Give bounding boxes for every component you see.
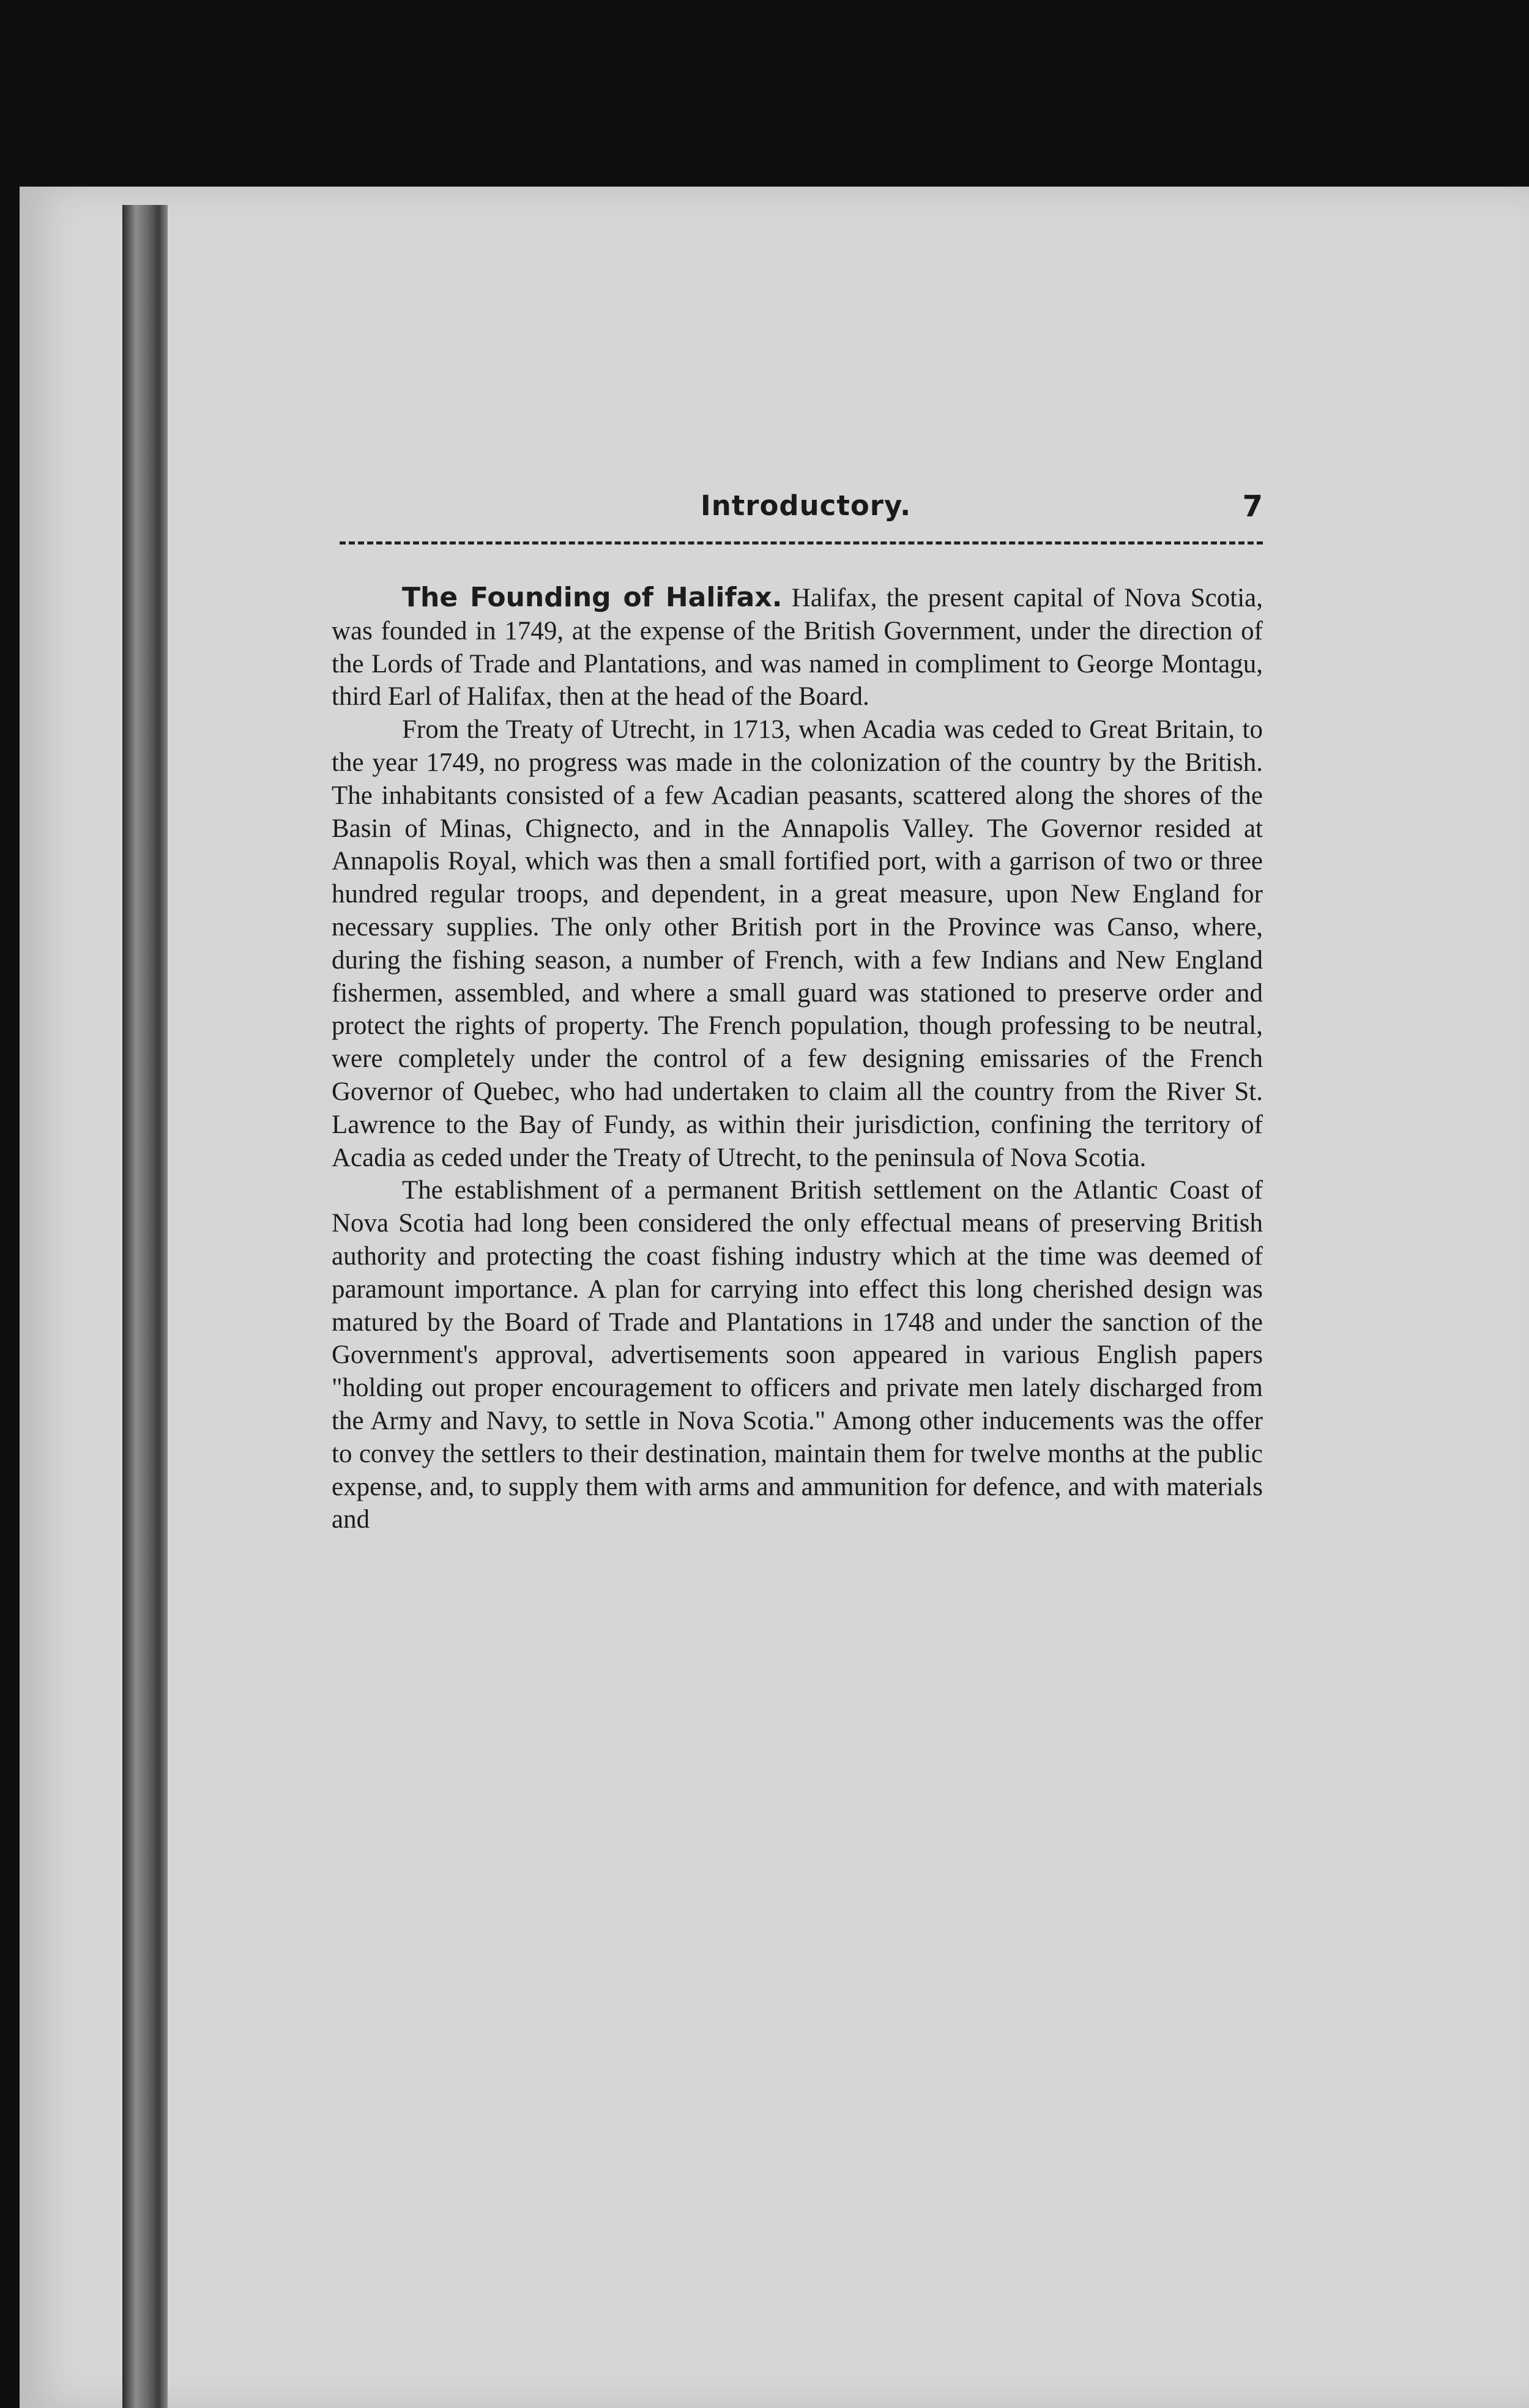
book-spine xyxy=(122,205,168,2408)
page-number: 7 xyxy=(1242,489,1263,524)
body-text xyxy=(332,581,1263,1536)
header-rule xyxy=(340,541,1263,544)
paragraph-1 xyxy=(332,581,1263,713)
paragraph-2: From the Treaty of Utrecht, in 1713, when Acadia was ceded to Great Britain, to the year 1749, no progress was made in the colonization of the country by the British. The inhabitants consisted of a few Acadian peasants, scattered along the shores of the Basin of Minas, Chignecto, and in the Annapolis Valley. The Governor resided at Annapolis Royal, which was then a small fortified port, with a garrison of two or three hundred regular troops, and dependent, in a great measure, upon New England for necessary supplies. The only other British port in the Province was Canso, where, during the fishing season, a number of French, with a few Indians and New England fishermen, assembled, and where a small guard was stationed to preserve order and protect the rights of property. The French population, though professing to be neutral, were completely under the control of a few designing emissaries of the French Governor of Quebec, who had undertaken to claim all the country from the River St. Lawrence to the Bay of Fundy, as within their jurisdiction, confining the territory of Acadia as ceded under the Treaty of Utrecht, to the peninsula of Nova Scotia. xyxy=(332,715,1263,1172)
paragraph-3: The establishment of a permanent British settlement on the Atlantic Coast of Nova Scotia had long been considered the only effectual means of preserving British authority and protecting the coast fishing industry which at the time was deemed of paramount importance. A plan for carrying into effect this long cherished design was matured by the Board of Trade and Plantations in 1748 and under the sanction of the Government's approval, advertisements soon appeared in various English papers "holding out proper encouragement to officers and private men lately discharged from the Army and Navy, to settle in Nova Scotia." Among other inducements was the offer to convey the settlers to their destination, maintain them for twelve months at the public expense, and, to supply them with arms and ammunition for defence, and with materials and xyxy=(332,1176,1263,1534)
section-heading: The Founding of Halifax. xyxy=(402,582,783,613)
running-head xyxy=(337,489,1263,538)
paragraph-1-text: Halifax, the present capital of Nova Scotia, was founded in 1749, at the expense of the British Government, under the direction of the Lords of Trade and Plantations, and was named in compliment to George Montagu, third Earl of Halifax, then at the head of the Board. xyxy=(332,584,1263,712)
running-title: Introductory. xyxy=(701,489,912,522)
